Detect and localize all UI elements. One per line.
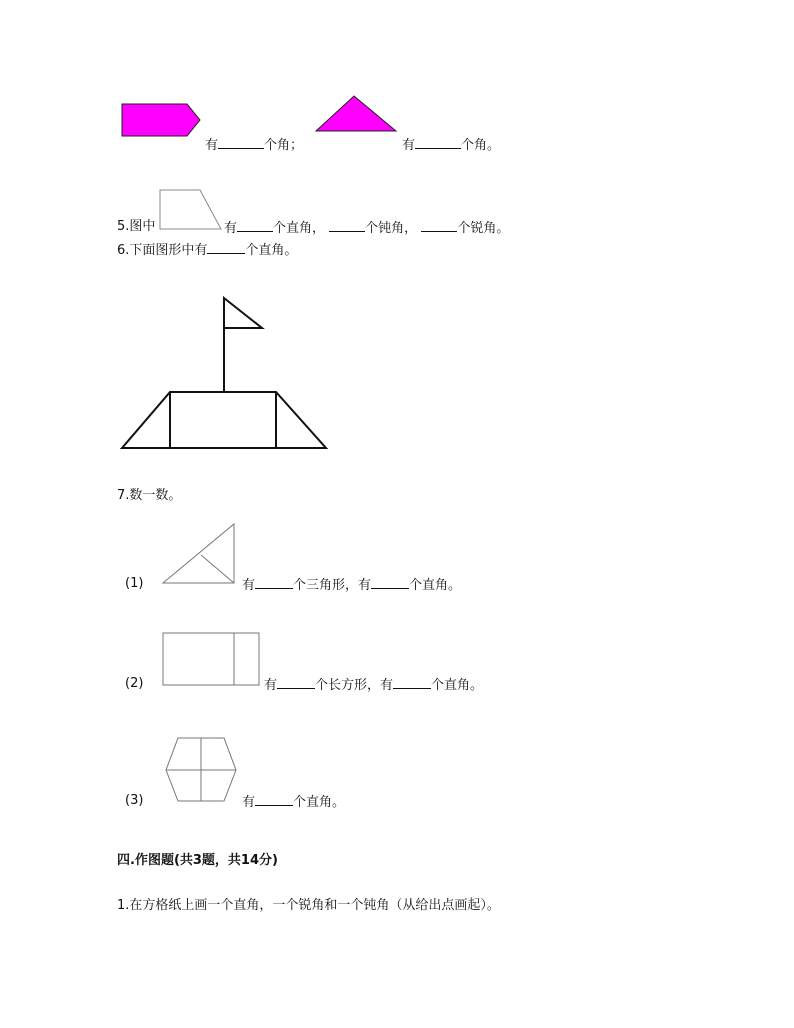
q7-title: 7.数一数。 [117,488,182,503]
q7-item3-text: 有 个直角。 [242,795,346,810]
answer-blank[interactable] [237,219,273,232]
answer-blank[interactable] [255,793,293,806]
section4-q1: 1.在方格纸上画一个直角，一个锐角和一个钝角（从给出点画起）。 [117,898,500,913]
hexagon-figure [164,737,238,803]
q7-item1-num: (1) [125,576,144,591]
q7-item3-num: (3) [125,793,144,808]
rectangles-figure [162,632,260,686]
boat-flag-figure [120,296,330,452]
trapezoid-shape [159,189,223,231]
answer-blank[interactable] [277,676,315,689]
answer-blank[interactable] [393,676,431,689]
section-heading: 四.作图题(共3题，共14分) [117,853,278,868]
magenta-triangle-shape [314,95,398,133]
answer-blank[interactable] [218,136,264,149]
answer-blank[interactable] [421,219,457,232]
q5-text: 有 个直角， 个钝角， 个锐角。 [224,221,510,236]
q5-prefix: 5.图中 [117,219,156,234]
row1-text-a: 有 个角； [205,138,304,153]
answer-blank[interactable] [255,576,293,589]
answer-blank[interactable] [415,136,461,149]
q7-item1-text: 有 个三角形，有 个直角。 [242,578,462,593]
magenta-pentagon-shape [121,103,201,139]
q7-item2-num: (2) [125,676,144,691]
row1-text-b: 有 个角。 [402,138,501,153]
answer-blank[interactable] [207,241,245,254]
triangles-figure [162,523,236,585]
q6-text: 6.下面图形中有 个直角。 [117,243,298,258]
answer-blank[interactable] [329,219,365,232]
q7-item2-text: 有 个长方形，有 个直角。 [264,678,484,693]
answer-blank[interactable] [371,576,409,589]
